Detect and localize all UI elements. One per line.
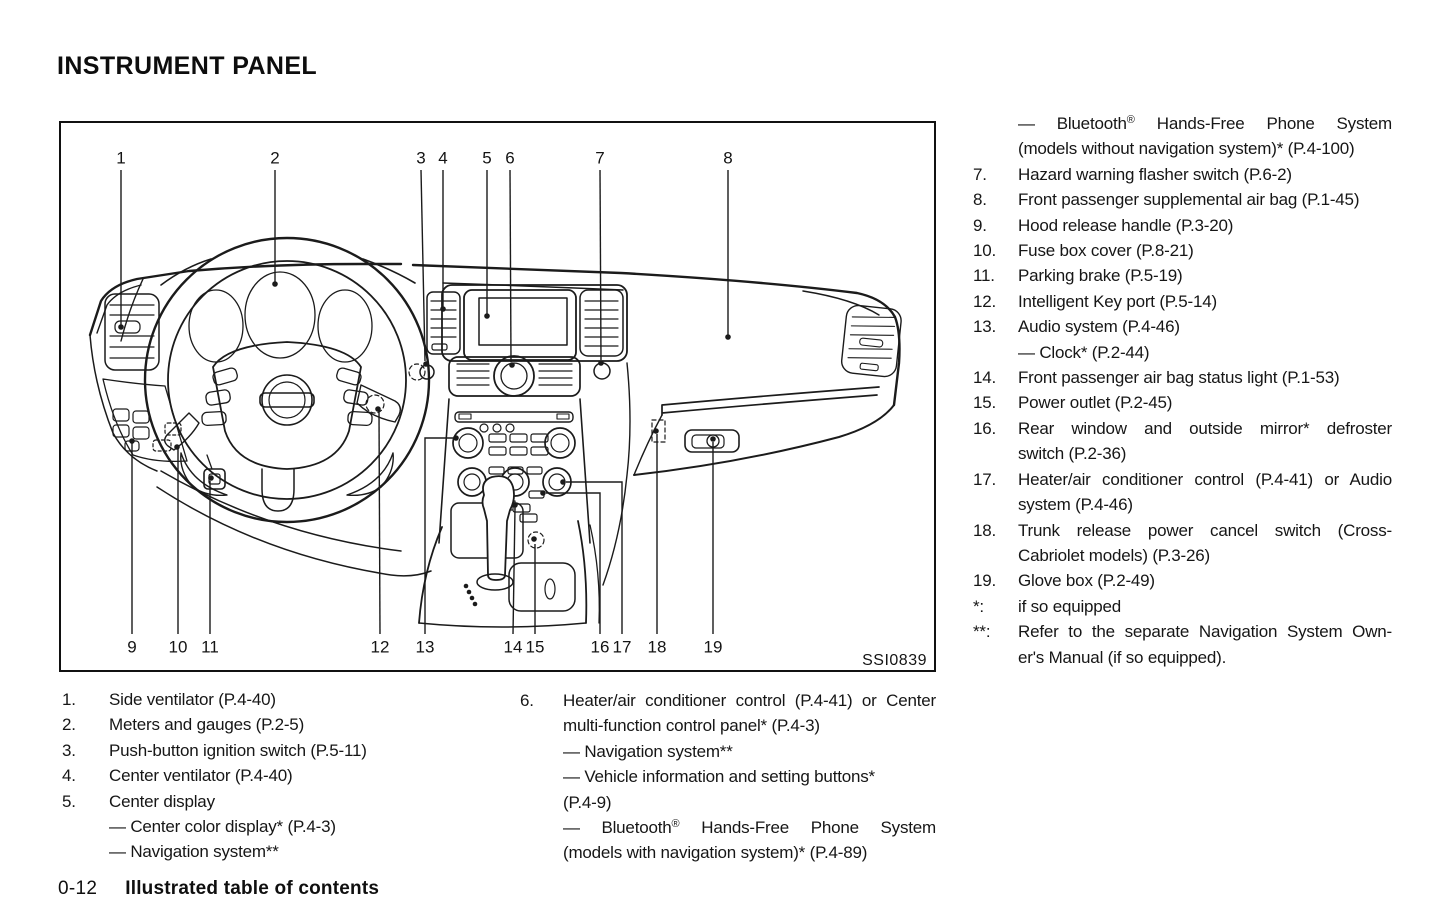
callout-number: 7 xyxy=(595,148,605,168)
list-item-number: 10. xyxy=(973,241,997,261)
list-item-body xyxy=(109,789,508,865)
figure-code: SSI0839 xyxy=(862,652,927,669)
glovebox-bottom xyxy=(634,405,894,475)
console-bottom xyxy=(419,623,586,627)
list-line: Heater/air conditioner control (P.4-41) or Audio xyxy=(1018,469,1392,489)
list-line: — Navigation system** xyxy=(109,842,279,862)
display-bezel xyxy=(464,290,576,360)
list-item xyxy=(973,518,1392,569)
list-line: — Clock* (P.2-44) xyxy=(1018,342,1150,362)
callout-dot xyxy=(453,435,459,441)
list-item-number: 18. xyxy=(973,520,997,540)
list-line: Side ventilator (P.4-40) xyxy=(109,690,276,709)
dash-second-line xyxy=(443,283,623,290)
callout-number: 13 xyxy=(415,637,435,657)
callout-dot xyxy=(208,475,214,481)
list-item-number: 19. xyxy=(973,571,997,591)
list-line: Fuse box cover (P.8-21) xyxy=(1018,241,1194,261)
list-line: switch (P.2-36) xyxy=(1018,444,1127,464)
callout-number: 5 xyxy=(482,148,492,168)
list-item xyxy=(973,111,1392,162)
list-item xyxy=(973,365,1392,390)
leader-line xyxy=(513,508,515,634)
callout-layer xyxy=(116,149,732,657)
lower-spoke-opening xyxy=(262,469,294,511)
list-item-body xyxy=(1018,390,1392,415)
callout-number: 10 xyxy=(168,637,188,657)
callout-number: 1 xyxy=(116,148,126,168)
leader-line xyxy=(379,412,380,634)
list-line: Cabriolet models) (P.3-26) xyxy=(1018,545,1210,565)
list-line: if so equipped xyxy=(1018,596,1122,616)
leader-line xyxy=(566,482,622,634)
list-item xyxy=(973,568,1392,593)
list-item-number: 13. xyxy=(973,317,997,337)
list-item-body xyxy=(109,687,508,712)
steering-wheel-inner xyxy=(168,261,406,499)
callout-number: 14 xyxy=(503,637,523,657)
list-line: (models with navigation system)* (P.4-89) xyxy=(563,843,868,863)
audio-buttons xyxy=(489,434,548,455)
list-item-number: 14. xyxy=(973,368,997,388)
list-item-number: 16. xyxy=(973,418,997,438)
audio-knob-right xyxy=(545,428,575,458)
dash-right-inner-line xyxy=(803,291,879,315)
callout-number: 16 xyxy=(590,637,610,657)
callout-number: 17 xyxy=(612,637,632,657)
list-item xyxy=(973,263,1392,288)
list-item xyxy=(973,467,1392,518)
list-item-body xyxy=(1018,289,1392,314)
list-line: — Bluetooth® Hands-Free Phone System xyxy=(1018,114,1392,133)
callout-number: 6 xyxy=(505,148,515,168)
list-item xyxy=(973,289,1392,314)
list-line: er's Manual (if so equipped). xyxy=(1018,647,1227,667)
list-item-number: 7. xyxy=(973,164,987,184)
cup-holder-slot xyxy=(545,579,555,599)
list-item-number: 5. xyxy=(62,791,76,811)
dash-top-right xyxy=(413,265,900,405)
list-line: Power outlet (P.2-45) xyxy=(1018,393,1173,413)
cd-slot xyxy=(455,412,573,422)
list-item-body xyxy=(1018,619,1392,670)
list-item-body xyxy=(109,712,508,737)
list-item xyxy=(973,390,1392,415)
switch-holes xyxy=(113,409,181,451)
list-line: Glove box (P.2-49) xyxy=(1018,571,1155,591)
list-item-body xyxy=(563,688,936,866)
callout-dot xyxy=(653,428,659,434)
list-item-number: 3. xyxy=(62,740,76,760)
ignition-button xyxy=(420,365,434,379)
stack-right-boundary xyxy=(603,363,630,585)
list-line: — Center color display* (P.4-3) xyxy=(109,817,336,837)
page-number: 0-12 xyxy=(58,878,98,899)
knee-line-2 xyxy=(157,487,431,576)
list-line: Hazard warning flasher switch (P.6-2) xyxy=(1018,164,1292,184)
callout-dot xyxy=(540,490,546,496)
registered-trademark-symbol: ® xyxy=(1126,114,1135,126)
footer-section-title: Illustrated table of contents xyxy=(125,878,380,899)
callout-dot xyxy=(512,502,518,508)
list-item-body xyxy=(1018,467,1392,518)
list-item xyxy=(973,187,1392,212)
nissan-badge-bar xyxy=(260,393,314,407)
list-item-number: 1. xyxy=(62,690,76,709)
list-item-body xyxy=(1018,518,1392,569)
list-line: Push-button ignition switch (P.5-11) xyxy=(109,740,367,760)
callout-dot xyxy=(174,444,180,450)
list-item-body xyxy=(1018,238,1392,263)
callout-number: 18 xyxy=(647,637,667,657)
cup-holder xyxy=(509,563,575,611)
control-panel-slats xyxy=(457,364,572,385)
stalk-dashed-circle xyxy=(366,395,384,413)
list-item-body xyxy=(1018,416,1392,467)
glovebox-left-edge xyxy=(634,415,662,475)
list-line: — Navigation system** xyxy=(563,741,733,761)
list-line: Front passenger supplemental air bag (P.1-45) xyxy=(1018,190,1360,210)
center-display-screen xyxy=(479,298,567,345)
page-title: INSTRUMENT PANEL xyxy=(57,52,318,80)
instrument-panel-diagram xyxy=(61,123,934,670)
callout-dot xyxy=(440,306,446,312)
list-line: (models without navigation system)* (P.4-100) xyxy=(1018,139,1355,159)
callout-number: 9 xyxy=(127,637,137,657)
list-item-body xyxy=(1018,187,1392,212)
callout-number: 8 xyxy=(723,148,733,168)
audio-knob-left-inner xyxy=(459,434,477,452)
list-item-number: *: xyxy=(973,596,984,616)
list-item-number: 4. xyxy=(62,766,76,786)
callout-number: 19 xyxy=(703,637,723,657)
list-item-body xyxy=(1018,162,1392,187)
list-item-number: 17. xyxy=(973,469,997,489)
list-item xyxy=(62,712,508,737)
legend-column-right xyxy=(973,111,1392,670)
callout-number: 11 xyxy=(201,637,219,657)
list-item-body xyxy=(1018,263,1392,288)
lower-cutout-right xyxy=(347,453,393,495)
list-item xyxy=(973,594,1392,619)
callout-number: 4 xyxy=(438,148,448,168)
list-item-number: 2. xyxy=(62,715,76,735)
list-item-number: 9. xyxy=(973,215,987,235)
list-item xyxy=(62,738,508,763)
list-item-body xyxy=(1018,314,1392,365)
audio-knob-right-inner xyxy=(551,434,569,452)
list-item xyxy=(973,314,1392,365)
audio-knob-left xyxy=(453,428,483,458)
list-line: Center ventilator (P.4-40) xyxy=(109,766,293,786)
list-item-number: 15. xyxy=(973,393,997,413)
list-line: Trunk release power cancel switch (Cross- xyxy=(1018,520,1392,540)
key-port-stem xyxy=(207,455,212,469)
callout-dot xyxy=(598,360,604,366)
center-vent-left-slider xyxy=(432,344,447,350)
list-line: multi-function control panel* (P.4-3) xyxy=(563,716,820,736)
list-item-body xyxy=(1018,111,1392,162)
list-line: Audio system (P.4-46) xyxy=(1018,317,1180,337)
callout-dot xyxy=(129,438,135,444)
callout-dot xyxy=(118,324,124,330)
list-line: system (P.4-46) xyxy=(1018,495,1133,515)
callout-dot xyxy=(531,536,537,542)
callout-dot xyxy=(725,334,731,340)
callout-dot xyxy=(272,281,278,287)
climate-knob-left xyxy=(458,468,486,496)
list-item-body xyxy=(109,763,508,788)
list-line: Meters and gauges (P.2-5) xyxy=(109,715,305,735)
legend-column-left xyxy=(62,687,508,865)
list-line: — Vehicle information and setting buttons* xyxy=(563,767,875,787)
list-line: Intelligent Key port (P.5-14) xyxy=(1018,291,1217,311)
list-item-body xyxy=(1018,365,1392,390)
page-footer xyxy=(58,878,379,900)
legend-column-middle xyxy=(520,688,936,866)
leader-line xyxy=(600,170,601,360)
gauge-right xyxy=(318,290,372,362)
gear-shift-lever xyxy=(483,476,515,580)
list-line: Parking brake (P.5-19) xyxy=(1018,266,1183,286)
list-item-body xyxy=(1018,568,1392,593)
list-line: — Bluetooth® Hands-Free Phone System xyxy=(563,818,936,838)
list-item-body xyxy=(1018,594,1392,619)
instrument-panel-figure xyxy=(59,121,936,672)
list-item-number: **: xyxy=(973,622,991,642)
list-item-number: 8. xyxy=(973,190,987,210)
list-line: Refer to the separate Navigation System Own- xyxy=(1018,622,1392,642)
dashboard-line-art xyxy=(90,238,902,627)
list-item xyxy=(973,416,1392,467)
climate-knob-left-inner xyxy=(464,474,480,490)
small-buttons-row xyxy=(480,424,514,432)
registered-trademark-symbol: ® xyxy=(671,818,680,831)
list-item-body xyxy=(1018,213,1392,238)
list-item xyxy=(973,162,1392,187)
leader-line xyxy=(510,170,511,362)
list-line: Heater/air conditioner control (P.4-41) or Center xyxy=(563,691,936,710)
volume-knob xyxy=(494,356,534,396)
nissan-badge-inner xyxy=(269,382,305,418)
list-item-number: 6. xyxy=(520,691,534,710)
list-line: Front passenger air bag status light (P.1-53) xyxy=(1018,368,1340,388)
list-item xyxy=(973,238,1392,263)
callout-dot xyxy=(710,436,716,442)
callout-dot xyxy=(509,362,515,368)
center-stack-bezel xyxy=(442,285,627,361)
glovebox-crease xyxy=(662,387,879,415)
list-item-number: 12. xyxy=(973,291,997,311)
list-line: Rear window and outside mirror* defroster xyxy=(1018,418,1392,438)
list-item xyxy=(62,687,508,712)
cluster-hood-right xyxy=(363,259,415,283)
callout-number: 2 xyxy=(270,148,280,168)
list-line: Hood release handle (P.3-20) xyxy=(1018,215,1234,235)
callout-number: 12 xyxy=(370,637,390,657)
cd-slot-cap-left xyxy=(459,414,471,419)
callout-dot xyxy=(560,479,566,485)
cd-slot-cap-right xyxy=(557,414,569,419)
list-item xyxy=(973,213,1392,238)
console-dots xyxy=(464,584,478,607)
callout-dot xyxy=(423,361,429,367)
list-item-number: 11. xyxy=(973,266,995,286)
callout-number: 15 xyxy=(525,637,545,657)
list-item xyxy=(973,619,1392,670)
list-item xyxy=(520,688,936,866)
list-item xyxy=(62,763,508,788)
list-line: Center display xyxy=(109,791,215,811)
callout-dot xyxy=(375,406,381,412)
callout-dot xyxy=(484,313,490,319)
console-outer-right xyxy=(590,525,599,623)
list-item xyxy=(62,789,508,865)
list-line: (P.4-9) xyxy=(563,792,612,812)
callout-number: 3 xyxy=(416,148,426,168)
list-item-body xyxy=(109,738,508,763)
